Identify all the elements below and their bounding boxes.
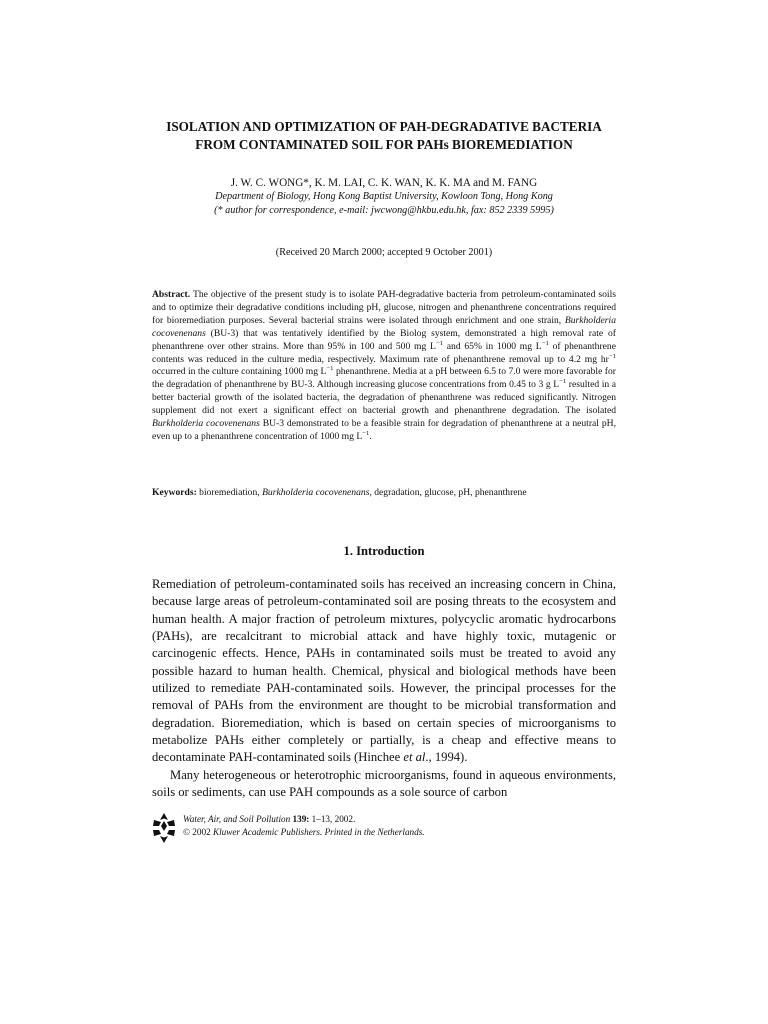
paper-title <box>152 118 616 154</box>
citation-etal: et al <box>403 750 426 765</box>
copyright-icon: © <box>183 827 190 837</box>
received-dates: (Received 20 March 2000; accepted 9 October 2001) <box>275 247 493 258</box>
abstract-label: Abstract. <box>152 289 191 300</box>
abstract-text-3: and 65% in 1000 mg L <box>446 340 542 352</box>
keyword-species: Burkholderia cocovenenans <box>262 487 370 498</box>
exponent: −1 <box>541 339 549 347</box>
abstract-text-9: . <box>369 430 372 442</box>
abstract-text-5: occurred in the culture containing 1000 mg L <box>152 366 327 378</box>
abstract-text-8: BU-3 demonstrated to be a feasible strain for degradation of phenanthrene at a neutral pH, even up to a phenanthrene concentration of 1000 mg L <box>152 418 616 442</box>
journal-pages: 1–13, 2002. <box>311 814 356 824</box>
journal-volume: 139: <box>292 814 310 824</box>
correspondence-note: (* author for correspondence, e-mail: jwcwong@hkbu.edu.hk, fax: 852 2339 5995) <box>214 205 554 216</box>
keywords-text: , degradation, glucose, pH, phenanthrene <box>369 487 527 498</box>
introduction-body <box>152 576 616 801</box>
abstract-text-6: phenanthrene. Media at a pH between 6.5 to 7.0 were more favorable for the degradation of phenanthrene by BU-3. Although increasing glucose concentrations from 0.45 to 3 g L <box>152 366 616 391</box>
abstract-text-2: (BU-3) that was tentatively identified by the Biolog system, demonstrated a high removal rate of phenanthrene over other strains. More than 95% in 100 and 500 mg L <box>152 327 616 352</box>
publisher-name: Kluwer Academic Publishers. <box>212 827 323 837</box>
footer-text <box>183 813 425 839</box>
paragraph: Many heterogeneous or heterotrophic microorganisms, found in aqueous environments, soils or sediments, can use PAH compounds as a sole source of carbon <box>152 767 616 800</box>
exponent: −1 <box>362 429 370 437</box>
abstract-text-4: of phenanthrene contents was reduced in the culture media, respectively. Maximum rate of phenanthrene removal up to 4.2 mg hr <box>152 340 616 365</box>
journal-footer <box>152 812 616 846</box>
section-heading: 1. Introduction <box>343 544 425 558</box>
keywords <box>152 486 616 499</box>
exponent: −1 <box>559 378 567 386</box>
journal-name: Water, Air, and Soil Pollution <box>183 814 291 824</box>
exponent: −1 <box>435 339 444 347</box>
species-name: Burkholderia cocovenenans <box>152 418 260 430</box>
affiliation-block <box>152 190 616 218</box>
publisher-logo-icon <box>152 812 176 844</box>
paragraph-text: ., 1994). <box>425 750 468 765</box>
printed-note: Printed in the Netherlands. <box>324 827 425 837</box>
citation-line <box>183 813 425 826</box>
copyright-line <box>183 826 425 839</box>
keywords-text: bioremediation, <box>199 487 260 498</box>
keywords-label: Keywords: <box>152 487 197 498</box>
title-line-1: ISOLATION AND OPTIMIZATION OF PAH-DEGRADATIVE BACTERIA <box>166 119 602 134</box>
copyright-year: 2002 <box>192 827 211 837</box>
abstract <box>152 289 616 444</box>
exponent: −1 <box>326 365 334 373</box>
species-name: Burkholderia cocovenenans <box>152 314 616 339</box>
title-line-2: FROM CONTAMINATED SOIL FOR PAHs BIOREMEDIATION <box>195 137 573 152</box>
affiliation: Department of Biology, Hong Kong Baptist University, Kowloon Tong, Hong Kong <box>215 191 553 202</box>
abstract-text-1: The objective of the present study is to isolate PAH-degradative bacteria from petroleum-contaminated soils and to optimize their degradative conditions including pH, glucose, nitrogen and phenanthrene concentrations required for bioremediation purposes. Several bacterial strains were isolated through enrichment and one strain, <box>152 289 616 326</box>
author-list: J. W. C. WONG*, K. M. LAI, C. K. WAN, K. K. MA and M. FANG <box>230 177 538 189</box>
paragraph <box>152 576 616 767</box>
exponent: −1 <box>608 352 616 360</box>
paragraph-text: Remediation of petroleum-contaminated soils has received an increasing concern in China, because large areas of petroleum-contaminated soil are posing threats to the ecosystem and human health. A major fraction of petroleum mixtures, polycyclic aromatic hydrocarbons (PAHs), are recalcitrant to microbial attack and have highly toxic, mutagenic or carcinogenic effects. Hence, PAHs in contaminated soils must be treated to avoid any possible hazard to human health. Chemical, physical and biological methods have been utilized to remediate PAH-contaminated soils. However, the principal processes for the removal of PAHs from the environment are thought to be microbial transformation and degradation. Bioremediation, which is based on certain species of microorganisms to metabolize PAHs either completely or partially, is a cheap and effective means to decontaminate PAH-contaminated soils (Hinchee <box>152 577 616 765</box>
abstract-text-7: resulted in a better bacterial growth of the isolated bacteria, the degradation of phenanthrene was reduced significantly. Nitrogen supplement did not exert a significant effect on bacterial growth and phenanthrene degradation. The isolated <box>152 379 616 417</box>
